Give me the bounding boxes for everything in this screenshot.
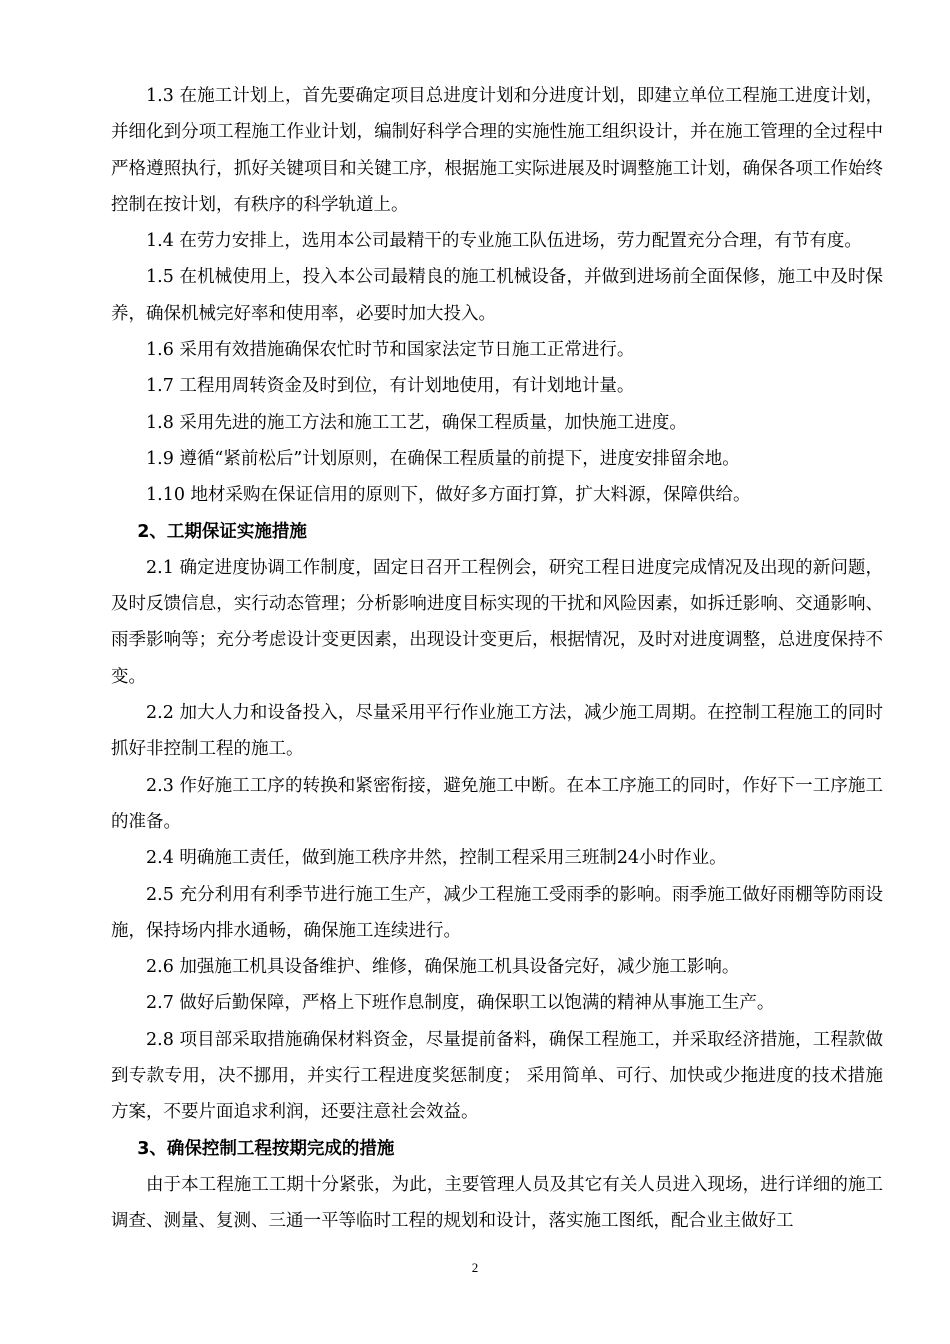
paragraph-1-7: 1.7 工程用周转资金及时到位，有计划地使用，有计划地计量。: [146, 376, 635, 397]
paragraph-2-1: 2.1 确定进度协调工作制度，固定日召开工程例会，研究工程日进度完成情况及出现的新问题，及时反馈信息，实行动态管理；分析影响进度目标实现的干扰和风险因素，如拆迁影响、交通影响、雨季影响等；充分考虑设计变更因素，出现设计变更后，根据情况，及时对进度调整，总进度保持不变。: [111, 557, 883, 687]
paragraph-2-7: 2.7 做好后勤保障，严格上下班作息制度，确保职工以饱满的精神从事施工生产。: [146, 993, 775, 1014]
paragraph-1-8: 1.8 采用先进的施工方法和施工工艺，确保工程质量，加快施工进度。: [146, 412, 687, 433]
paragraph-2-8: 2.8 项目部采取措施确保材料资金，尽量提前备料，确保工程施工，并采取经济措施，工程款做到专款专用，决不挪用，并实行工程进度奖惩制度； 采用简单、可行、加快或少拖进度的技术措施方案，不要片面追求利润，还要注意社会效益。: [111, 1029, 883, 1123]
paragraph-1-3: 1.3 在施工计划上，首先要确定项目总进度计划和分进度计划，即建立单位工程施工进度计划，并细化到分项工程施工作业计划，编制好科学合理的实施性施工组织设计，并在施工管理的全过程中严格遵照执行，抓好关键项目和关键工序，根据施工实际进展及时调整施工计划，确保各项工作始终控制在按计划，有秩序的科学轨道上。: [111, 86, 883, 215]
section-heading-2: 2、工期保证实施措施: [137, 521, 307, 542]
paragraph-1-6: 1.6 采用有效措施确保农忙时节和国家法定节日施工正常进行。: [146, 340, 635, 361]
paragraph-2-3: 2.3 作好施工工序的转换和紧密衔接，避免施工中断。在本工序施工的同时，作好下一工序施工的准备。: [111, 775, 883, 832]
paragraph-2-2: 2.2 加大人力和设备投入，尽量采用平行作业施工方法，减少施工周期。在控制工程施工的同时抓好非控制工程的施工。: [111, 703, 883, 760]
paragraph-2-6: 2.6 加强施工机具设备维护、维修，确保施工机具设备完好，减少施工影响。: [146, 957, 740, 978]
document-body: [111, 78, 883, 1240]
section-heading-3: 3、确保控制工程按期完成的措施: [137, 1138, 395, 1159]
page-number: 2: [471, 1260, 479, 1275]
paragraph-2-4: 2.4 明确施工责任，做到施工秩序井然，控制工程采用三班制24小时作业。: [146, 848, 727, 869]
paragraph-1-9: 1.9 遵循“紧前松后”计划原则，在确保工程质量的前提下，进度安排留余地。: [146, 448, 740, 469]
paragraph-1-10: 1.10 地材采购在保证信用的原则下，做好多方面打算，扩大料源，保障供给。: [146, 485, 751, 506]
paragraph-1-4: 1.4 在劳力安排上，选用本公司最精干的专业施工队伍进场，劳力配置充分合理，有节有度。: [146, 231, 862, 252]
paragraph-1-5: 1.5 在机械使用上，投入本公司最精良的施工机械设备，并做到进场前全面保修，施工中及时保养，确保机械完好率和使用率，必要时加大投入。: [111, 267, 883, 324]
paragraph-2-5: 2.5 充分利用有利季节进行施工生产，减少工程施工受雨季的影响。雨季施工做好雨棚等防雨设施，保持场内排水通畅，确保施工连续进行。: [111, 884, 883, 941]
paragraph-3-1: 由于本工程施工工期十分紧张，为此，主要管理人员及其它有关人员进入现场，进行详细的施工调查、测量、复测、三通一平等临时工程的规划和设计，落实施工图纸，配合业主做好工: [111, 1174, 883, 1232]
